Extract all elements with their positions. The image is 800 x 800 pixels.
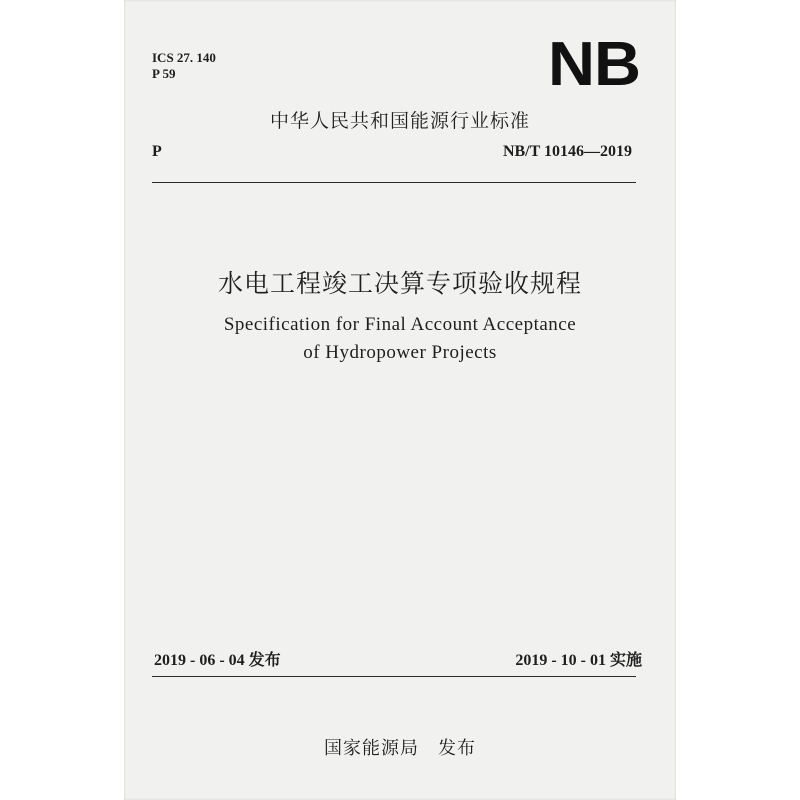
issue-date: 2019 - 06 - 04 发布 xyxy=(154,652,281,669)
title-english-line-1: Specification for Final Account Acceptance xyxy=(223,314,577,335)
classification-codes xyxy=(152,50,216,82)
classification-letter: P xyxy=(152,143,162,160)
top-divider xyxy=(152,182,636,183)
standard-number: NB/T 10146—2019 xyxy=(502,143,632,160)
title-chinese: 水电工程竣工决算专项验收规程 xyxy=(217,269,582,298)
nb-logo: NB xyxy=(548,30,640,99)
publisher: 国家能源局 发布 xyxy=(324,738,476,759)
ccs-code: P 59 xyxy=(152,66,176,81)
bottom-divider xyxy=(152,676,636,677)
issuing-authority: 中华人民共和国能源行业标准 xyxy=(269,110,530,132)
implementation-date: 2019 - 10 - 01 实施 xyxy=(515,652,642,669)
title-english-line-2: of Hydropower Projects xyxy=(303,342,497,363)
ics-code: ICS 27. 140 xyxy=(152,50,216,65)
